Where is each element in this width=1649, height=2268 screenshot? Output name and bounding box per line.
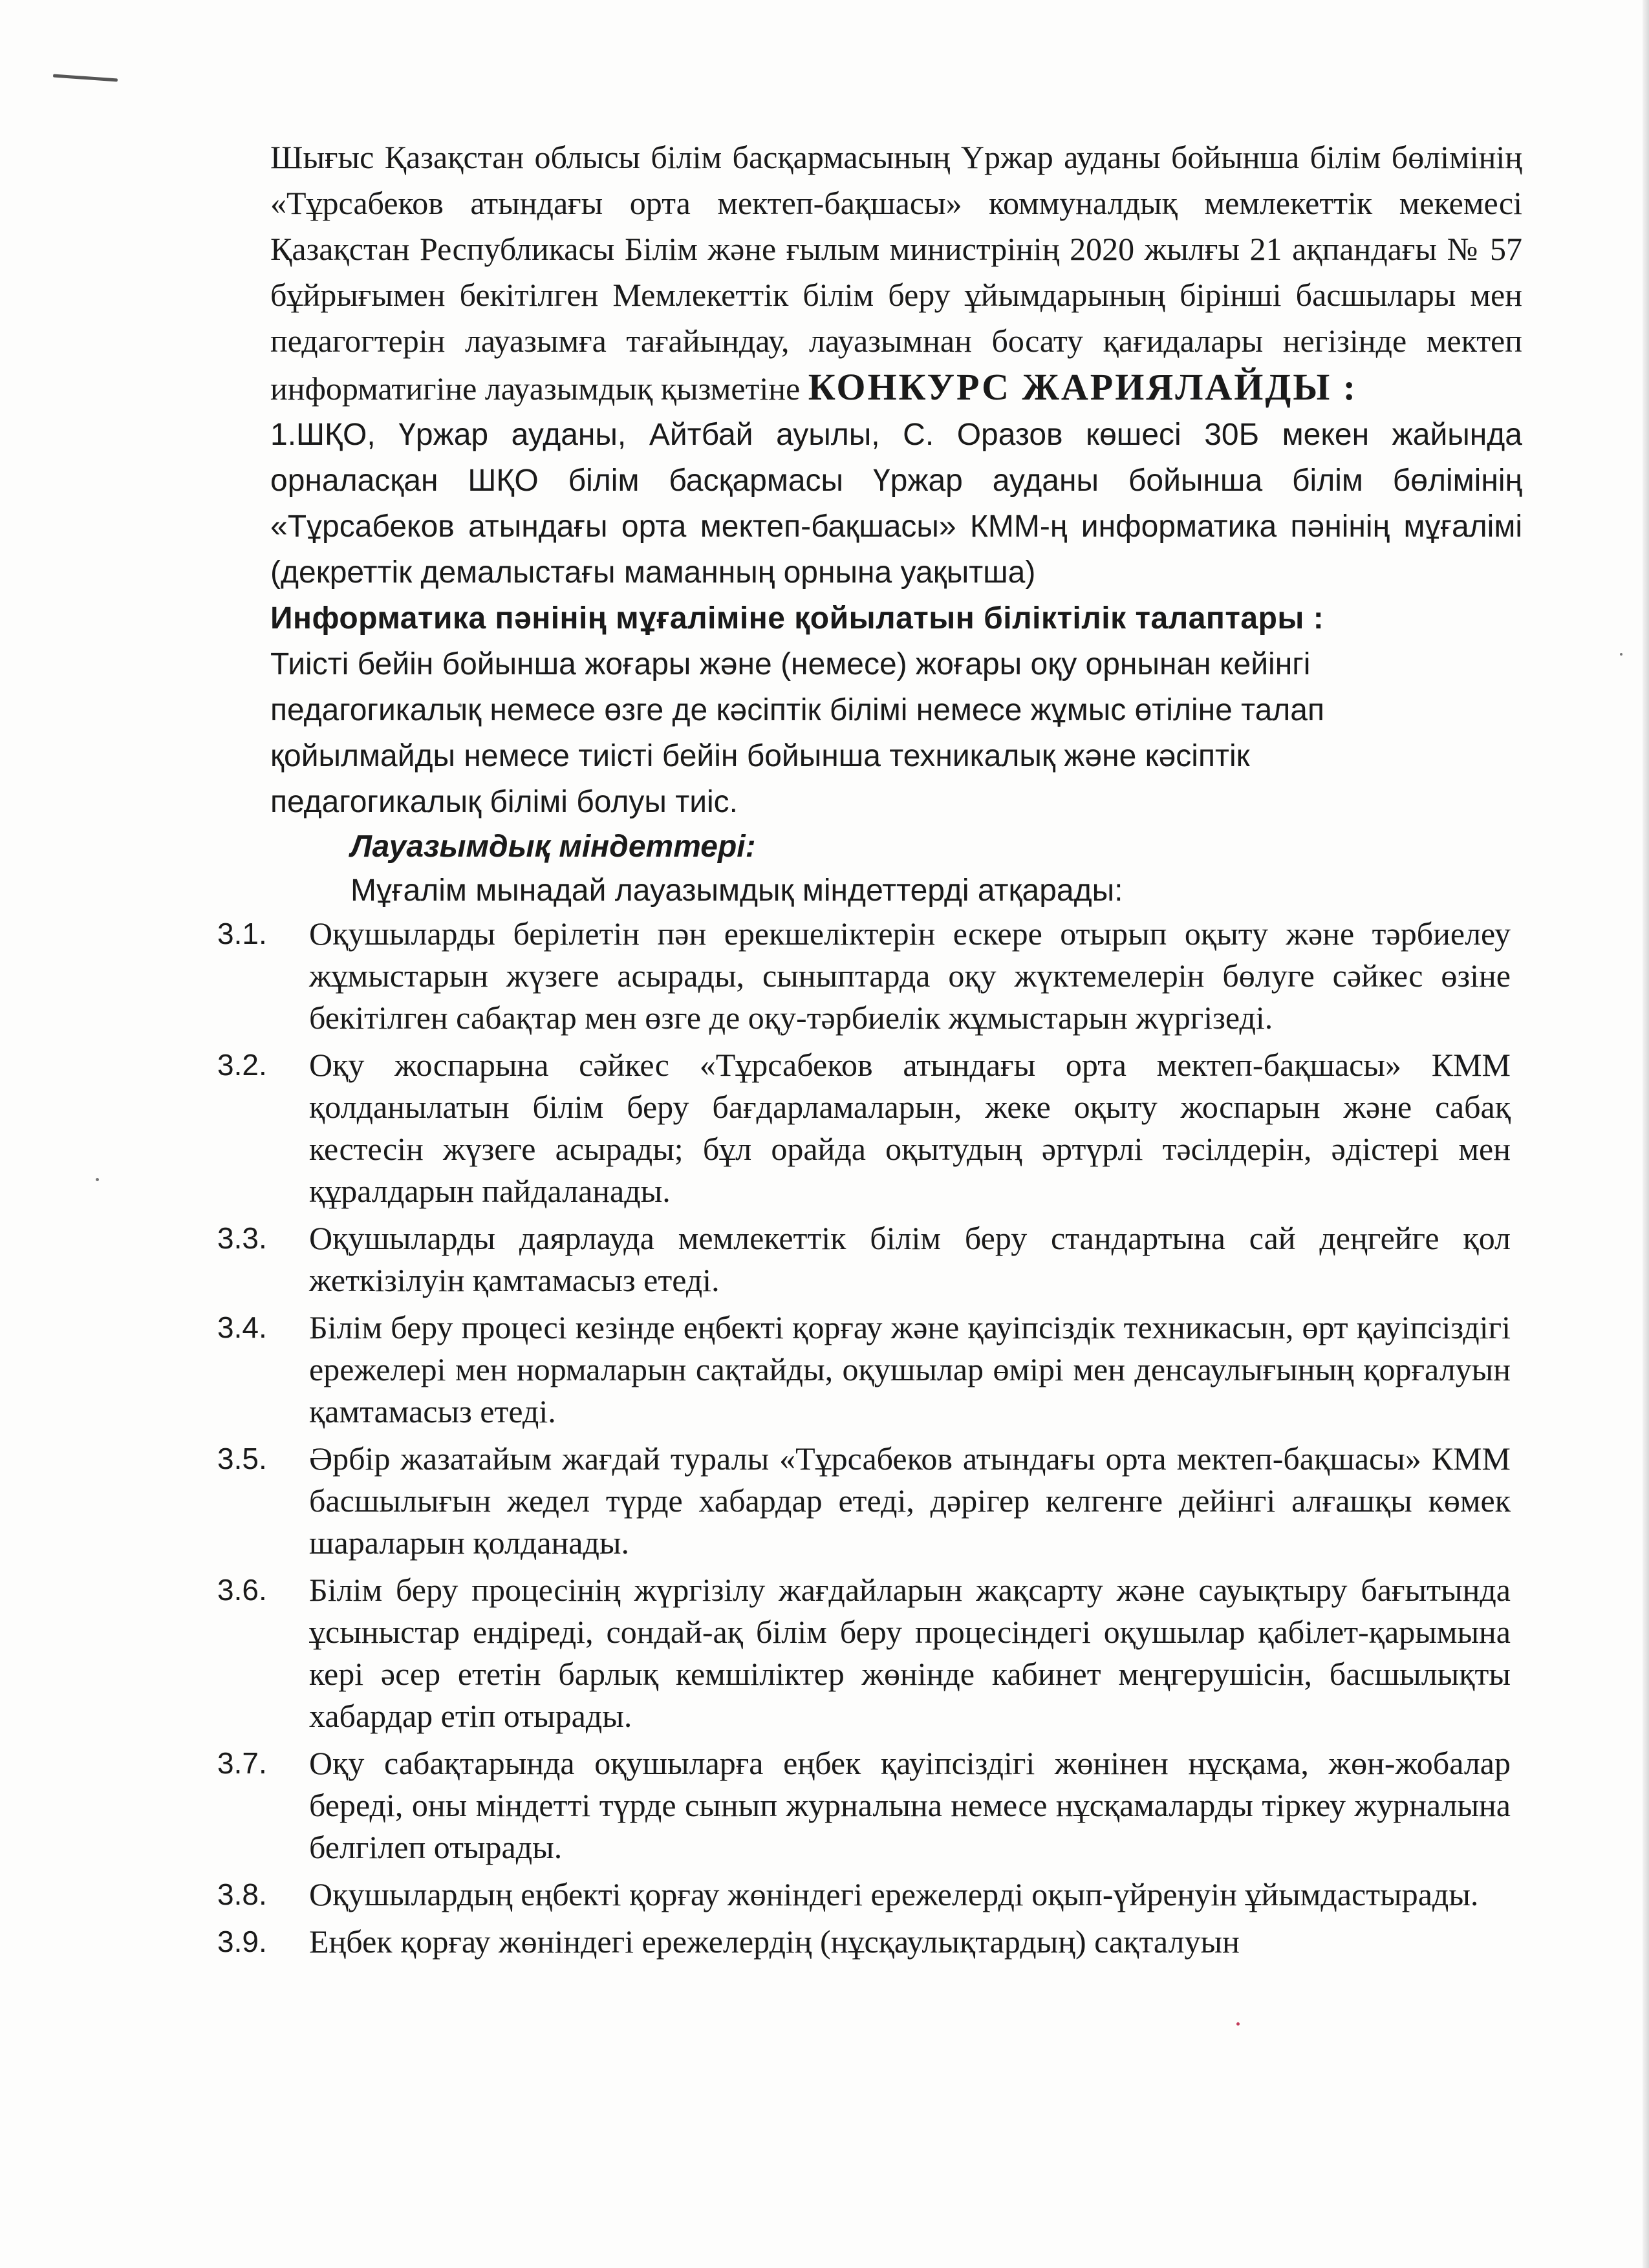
duty-item: [217, 1569, 1511, 1737]
document-body: [217, 134, 1522, 1968]
duty-text: Білім беру процесінің жүргізілу жағдайларын жақсарту және сауықтыру бағытында ұсыныстар ендіреді, сондай-ақ білім беру процесіндегі оқушылар қабілет-қарымына кері әсер ететін барлық кемшіліктер жөнінде кабинет меңгерушісін, басшылықты хабардар етіп отырады.: [309, 1572, 1511, 1734]
duty-number: 3.6.: [217, 1573, 267, 1607]
scan-mark: [53, 74, 118, 82]
duty-number: 3.8.: [217, 1878, 267, 1911]
duty-item: [217, 1742, 1511, 1868]
duty-text: Оқу жоспарына сәйкес «Тұрсабеков атындағы орта мектеп-бақшасы» КММ қолданылатын білім беру бағдарламаларын, жеке оқыту жоспарын және сабақ кестесін жүзеге асырады; бұл орайда оқытудың әртүрлі тәсілдерін, әдістері мен құралдарын пайдаланады.: [309, 1047, 1511, 1209]
intro-text: Шығыс Қазақстан облысы білім басқармасының Үржар ауданы бойынша білім бөлімінің «Тұрсабеков атындағы орта мектеп-бақшасы» коммуналдық мемлекеттік мекемесі Қазақстан Республикасы Білім және ғылым министрінің 2020 жылғы 21 ақпандағы № 57 бұйрығымен бекітілген Мемлекеттік білім беру ұйымдарының бірінші басшылары мен педагогтерін лауазымға тағайындау, лауазымнан босату қағидалары негізінде мектеп информатигіне лауазымдық қызметіне: [270, 139, 1522, 407]
konkurs-announcement: КОНКУРС ЖАРИЯЛАЙДЫ :: [808, 366, 1358, 408]
duties-intro: Мұғалім мынадай лауазымдық міндеттерді атқарады:: [350, 873, 1123, 908]
duty-text: Еңбек қорғау жөніндегі ережелердің (нұсқаулықтардың) сақталуын: [309, 1923, 1240, 1960]
duty-number: 3.3.: [217, 1221, 267, 1255]
duties-heading: Лауазымдық міндеттері:: [350, 829, 756, 864]
duty-item: [217, 1874, 1511, 1916]
scan-edge-shadow: [1643, 0, 1649, 2268]
duty-text: Білім беру процесі кезінде еңбекті қорғау және қауіпсіздік техникасын, өрт қауіпсіздігі ережелері мен нормаларын сақтайды, оқушылар өмірі мен денсаулығының қорғалуын қамтамасыз етеді.: [309, 1309, 1511, 1429]
duties-list: [217, 913, 1511, 1963]
duty-number: 3.2.: [217, 1048, 267, 1082]
requirements-text: Тиісті бейін бойынша жоғары және (немесе) жоғары оқу орнынан кейінгі педагогикалық немесе өзге де кәсіптік білімі немесе жұмыс өтіліне талап қойылмайды немесе тиісті бейін бойынша техникалық және кәсіптік педагогикалық білімі болуы тиіс.: [270, 647, 1324, 819]
scan-speck: [1620, 653, 1622, 656]
duty-item: [217, 1044, 1511, 1212]
address-paragraph: 1.ШҚО, Үржар ауданы, Айтбай ауылы, С. Оразов көшесі 30Б мекен жайында орналасқан ШҚО білім басқармасы Үржар ауданы бойынша білім бөлімінің «Тұрсабеков атындағы орта мектеп-бақшасы» КММ-ң информатика пәнінің мұғалімі (декреттік демалыстағы маманның орнына уақытша): [270, 418, 1522, 590]
duty-number: 3.5.: [217, 1442, 267, 1475]
scan-speck: [1236, 2022, 1240, 2026]
duty-text: Оқу сабақтарында оқушыларға еңбек қауіпсіздігі жөнінен нұсқама, жөн-жобалар береді, оны міндетті түрде сынып журналына немесе нұсқамаларды тіркеу журналына белгілеп отырады.: [309, 1745, 1511, 1865]
scan-speck: [96, 1178, 99, 1181]
duty-number: 3.4.: [217, 1311, 267, 1344]
duty-item: [217, 1307, 1511, 1433]
duty-number: 3.7.: [217, 1746, 267, 1780]
duty-item: [217, 1438, 1511, 1564]
intro-paragraph: [270, 134, 1522, 412]
duty-item: [217, 913, 1511, 1039]
duty-number: 3.1.: [217, 917, 267, 950]
requirements-heading: Информатика пәнінің мұғаліміне қойылатын біліктілік талаптары :: [270, 601, 1324, 636]
duty-item: [217, 1217, 1511, 1301]
duty-text: Оқушыларды даярлауда мемлекеттік білім беру стандартына сай деңгейге қол жеткізілуін қамтамасыз етеді.: [309, 1220, 1511, 1298]
duty-item: [217, 1921, 1511, 1963]
duty-text: Оқушыларды берілетін пән ерекшеліктерін ескере отырып оқыту және тәрбиелеу жұмыстарын жүзеге асырады, сыныптарда оқу жүктемелерін бөлуге сәйкес өзіне бекітілген сабақтар мен өзге де оқу-тәрбиелік жұмыстарын жүргізеді.: [309, 915, 1511, 1036]
duty-number: 3.9.: [217, 1925, 267, 1958]
duty-text: Әрбір жазатайым жағдай туралы «Тұрсабеков атындағы орта мектеп-бақшасы» КММ басшылығын жедел түрде хабардар етеді, дәрігер келгенге дейінгі алғашқы көмек шараларын қолданады.: [309, 1440, 1511, 1561]
duty-text: Оқушылардың еңбекті қорғау жөніндегі ережелерді оқып-үйренуін ұйымдастырады.: [309, 1876, 1479, 1912]
